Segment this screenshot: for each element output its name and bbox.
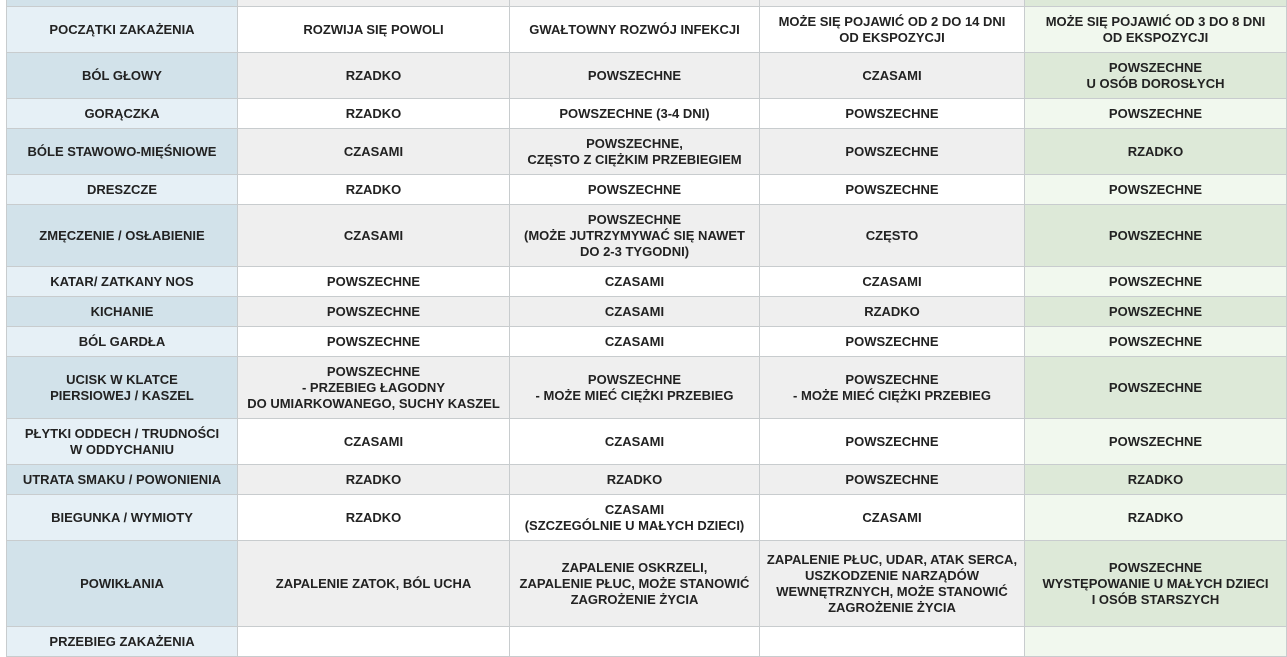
- table-row-fever: [7, 99, 1287, 129]
- table-cell: POWSZECHNE - MOŻE MIEĆ CIĘŻKI PRZEBIEG: [760, 357, 1025, 419]
- table-cell: ZAPALENIE OSKRZELI, ZAPALENIE PŁUC, MOŻE STANOWIĆ ZAGROŻENIE ŻYCIA: [510, 541, 760, 627]
- table-cell: POWSZECHNE: [238, 297, 510, 327]
- table-cell: RZADKO: [510, 465, 760, 495]
- table-cell: [1025, 627, 1287, 657]
- table-cell: MOŻE SIĘ POJAWIĆ OD 2 DO 14 DNI OD EKSPOZYCJI: [760, 7, 1025, 53]
- table-cell: POWSZECHNE (3-4 DNI): [510, 99, 760, 129]
- table-cell: ZAPALENIE ZATOK, BÓL UCHA: [238, 541, 510, 627]
- table-cell: RZADKO: [238, 53, 510, 99]
- table-cell: POWSZECHNE: [1025, 297, 1287, 327]
- table-cell: CZASAMI: [238, 129, 510, 175]
- row-label-cell: ZMĘCZENIE / OSŁABIENIE: [7, 205, 238, 267]
- table-cell: GWAŁTOWNY ROZWÓJ INFEKCJI: [510, 7, 760, 53]
- table-row-fatigue: [7, 205, 1287, 267]
- table-cell: POWSZECHNE (MOŻE JUTRZYMYWAĆ SIĘ NAWET DO 2-3 TYGODNI): [510, 205, 760, 267]
- table-cell: POWSZECHNE, CZĘSTO Z CIĘŻKIM PRZEBIEGIEM: [510, 129, 760, 175]
- table-cell: POWSZECHNE: [760, 129, 1025, 175]
- table-cell: POWSZECHNE: [1025, 267, 1287, 297]
- table-row-sore-throat: [7, 327, 1287, 357]
- table-row-chest-pressure-cough: [7, 357, 1287, 419]
- table-cell: RZADKO: [238, 465, 510, 495]
- table-cell: CZĘSTO: [760, 205, 1025, 267]
- table-cell: ZAPALENIE PŁUC, UDAR, ATAK SERCA, USZKODZENIE NARZĄDÓW WEWNĘTRZNYCH, MOŻE STANOWIĆ ZAGROŻENIE ŻYCIA: [760, 541, 1025, 627]
- table-cell: RZADKO: [1025, 129, 1287, 175]
- table-cell: RZADKO: [1025, 465, 1287, 495]
- table-cell: POWSZECHNE WYSTĘPOWANIE U MAŁYCH DZIECI I OSÓB STARSZYCH: [1025, 541, 1287, 627]
- table-cell: CZASAMI: [510, 327, 760, 357]
- row-label-cell: BÓL GARDŁA: [7, 327, 238, 357]
- table-cell: POWSZECHNE: [760, 465, 1025, 495]
- row-label-cell: POCZĄTKI ZAKAŻENIA: [7, 7, 238, 53]
- row-label-cell: BÓLE STAWOWO-MIĘŚNIOWE: [7, 129, 238, 175]
- row-label-cell: KATAR/ ZATKANY NOS: [7, 267, 238, 297]
- table-row-course-of-infection: [7, 627, 1287, 657]
- table-cell: [510, 627, 760, 657]
- table-cell: CZASAMI: [510, 267, 760, 297]
- table-cell: CZASAMI: [238, 419, 510, 465]
- table-row-sneezing: [7, 297, 1287, 327]
- table-cell: POWSZECHNE: [760, 419, 1025, 465]
- table-cell: CZASAMI (SZCZEGÓLNIE U MAŁYCH DZIECI): [510, 495, 760, 541]
- table-cell: RZADKO: [1025, 495, 1287, 541]
- table-cell: POWSZECHNE: [1025, 327, 1287, 357]
- table-cell: POWSZECHNE: [760, 327, 1025, 357]
- table-cell: [760, 627, 1025, 657]
- table-cell: MOŻE SIĘ POJAWIĆ OD 3 DO 8 DNI OD EKSPOZYCJI: [1025, 7, 1287, 53]
- table-row-runny-nose: [7, 267, 1287, 297]
- row-label-cell: UTRATA SMAKU / POWONIENIA: [7, 465, 238, 495]
- row-label-cell: UCISK W KLATCE PIERSIOWEJ / KASZEL: [7, 357, 238, 419]
- table-cell: RZADKO: [760, 297, 1025, 327]
- table-row-complications: [7, 541, 1287, 627]
- row-label-cell: KICHANIE: [7, 297, 238, 327]
- row-label-cell: POWIKŁANIA: [7, 541, 238, 627]
- table-cell: RZADKO: [238, 495, 510, 541]
- table-cell: CZASAMI: [760, 495, 1025, 541]
- table-cell: POWSZECHNE: [1025, 175, 1287, 205]
- table-cell: CZASAMI: [510, 297, 760, 327]
- table-cell: CZASAMI: [510, 419, 760, 465]
- table-cell: POWSZECHNE: [760, 175, 1025, 205]
- table-cell: POWSZECHNE: [238, 267, 510, 297]
- table-cell: POWSZECHNE: [1025, 357, 1287, 419]
- table-cell: RZADKO: [238, 175, 510, 205]
- table-cell: POWSZECHNE - PRZEBIEG ŁAGODNY DO UMIARKOWANEGO, SUCHY KASZEL: [238, 357, 510, 419]
- table-cell: POWSZECHNE: [760, 99, 1025, 129]
- table-cell: POWSZECHNE U OSÓB DOROSŁYCH: [1025, 53, 1287, 99]
- table-row-diarrhea-vomiting: [7, 495, 1287, 541]
- row-label-cell: BÓL GŁOWY: [7, 53, 238, 99]
- table-cell: CZASAMI: [760, 53, 1025, 99]
- table-row-muscle-joint-pain: [7, 129, 1287, 175]
- table-row-loss-of-taste-smell: [7, 465, 1287, 495]
- table-cell: POWSZECHNE: [238, 327, 510, 357]
- table-row-shortness-of-breath: [7, 419, 1287, 465]
- table-cell: POWSZECHNE: [510, 175, 760, 205]
- table-row-headache: [7, 53, 1287, 99]
- table-cell: [238, 627, 510, 657]
- table-cell: POWSZECHNE: [510, 53, 760, 99]
- table-cell: CZASAMI: [238, 205, 510, 267]
- row-label-cell: PŁYTKI ODDECH / TRUDNOŚCI W ODDYCHANIU: [7, 419, 238, 465]
- table-cell: POWSZECHNE - MOŻE MIEĆ CIĘŻKI PRZEBIEG: [510, 357, 760, 419]
- table-cell: POWSZECHNE: [1025, 419, 1287, 465]
- row-label-cell: BIEGUNKA / WYMIOTY: [7, 495, 238, 541]
- table-cell: CZASAMI: [760, 267, 1025, 297]
- row-label-cell: PRZEBIEG ZAKAŻENIA: [7, 627, 238, 657]
- symptom-comparison-table: [6, 0, 1287, 657]
- table-row-chills: [7, 175, 1287, 205]
- table-row-onset: [7, 7, 1287, 53]
- table-cell: ROZWIJA SIĘ POWOLI: [238, 7, 510, 53]
- table-cell: POWSZECHNE: [1025, 205, 1287, 267]
- table-cell: POWSZECHNE: [1025, 99, 1287, 129]
- row-label-cell: DRESZCZE: [7, 175, 238, 205]
- table-body: [7, 0, 1287, 657]
- table-cell: RZADKO: [238, 99, 510, 129]
- row-label-cell: GORĄCZKA: [7, 99, 238, 129]
